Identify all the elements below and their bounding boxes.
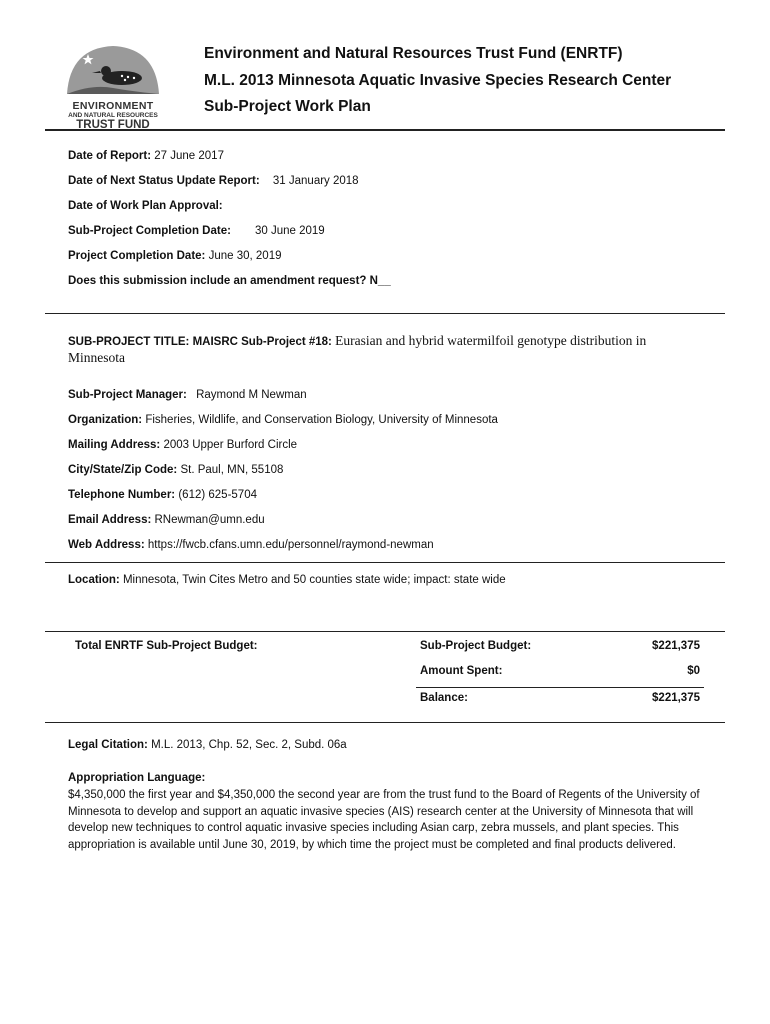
email-row (68, 512, 265, 528)
date-of-report-label: Date of Report: (68, 150, 152, 162)
project-completion-row (68, 248, 282, 264)
mailing-value: 2003 Upper Burford Circle (163, 439, 298, 451)
mailing-row (68, 437, 297, 453)
web-row (68, 537, 434, 553)
logo-line3: TRUST FUND (76, 119, 150, 131)
web-label: Web Address: (68, 539, 145, 551)
next-update-row (68, 173, 359, 189)
section-divider-1 (45, 313, 725, 314)
email-label: Email Address: (68, 514, 152, 526)
subproject-title-text-2: Minnesota (68, 350, 125, 365)
header-title-1: Environment and Natural Resources Trust Fund (ENRTF) (204, 45, 623, 62)
header-divider (45, 129, 725, 131)
header-title-3: Sub-Project Work Plan (204, 98, 371, 115)
city-row (68, 462, 283, 478)
amount-spent-value: $0 (687, 665, 700, 677)
next-update-value: 31 January 2018 (272, 175, 359, 187)
balance-value: $221,375 (652, 692, 700, 704)
amendment-question: Does this submission include an amendment request? N__ (68, 275, 391, 287)
next-update-label: Date of Next Status Update Report: (68, 175, 260, 187)
section-divider-4 (45, 722, 725, 723)
manager-label: Sub-Project Manager: (68, 389, 187, 401)
date-of-report-row (68, 148, 224, 164)
organization-value: Fisheries, Wildlife, and Conservation Biology, University of Minnesota (145, 414, 498, 426)
logo-line2: AND NATURAL RESOURCES (68, 112, 158, 119)
sub-budget-label: Sub-Project Budget: (420, 640, 532, 652)
mailing-label: Mailing Address: (68, 439, 161, 451)
sub-completion-value: 30 June 2019 (255, 225, 325, 237)
approval-label: Date of Work Plan Approval: (68, 200, 223, 212)
loon-emblem-icon (62, 44, 164, 96)
location-label: Location: (68, 574, 120, 586)
location-value: Minnesota, Twin Cites Metro and 50 counties state wide; impact: state wide (122, 574, 506, 586)
date-of-report-value: 27 June 2017 (154, 150, 224, 162)
header-title-2: M.L. 2013 Minnesota Aquatic Invasive Species Research Center (204, 72, 672, 89)
legal-citation-value: M.L. 2013, Chp. 52, Sec. 2, Subd. 06a (151, 739, 347, 751)
approval-row (68, 198, 223, 214)
project-completion-value: June 30, 2019 (208, 250, 282, 262)
city-value: St. Paul, MN, 55108 (180, 464, 284, 476)
legal-citation-label: Legal Citation: (68, 739, 148, 751)
section-divider-3 (45, 631, 725, 632)
subproject-title-text: Eurasian and hybrid watermilfoil genotype distribution in (335, 333, 647, 348)
project-completion-label: Project Completion Date: (68, 250, 206, 262)
subproject-title-label: SUB-PROJECT TITLE: MAISRC Sub-Project #18: (68, 336, 332, 348)
phone-value: (612) 625-5704 (178, 489, 257, 501)
subproject-title-row (68, 333, 646, 350)
location-row (68, 572, 506, 588)
total-budget-label: Total ENRTF Sub-Project Budget: (75, 640, 258, 652)
sub-budget-value: $221,375 (652, 640, 700, 652)
amount-spent-label: Amount Spent: (420, 665, 503, 677)
budget-sum-divider (416, 687, 704, 688)
appropriation-label: Appropriation Language: (68, 772, 206, 784)
enrtf-logo (62, 44, 164, 131)
phone-row (68, 487, 257, 503)
manager-row (68, 387, 307, 403)
appropriation-text: $4,350,000 the first year and $4,350,000 the second year are from the trust fund to the Board of Regents of the University of Minnesota to develop and support an aquatic invasive species (AIS) research center at the University of Minnesota that will develop new techniques to control aquatic invasive species including Asian carp, zebra mussels, and plant species. This appropriation is available until June 30, 2019, by which time the project must be completed and final products delivered. (68, 789, 700, 851)
balance-label: Balance: (420, 692, 468, 704)
sub-completion-label: Sub-Project Completion Date: (68, 225, 231, 237)
email-value[interactable]: RNewman@umn.edu (154, 514, 265, 526)
section-divider-2 (45, 562, 725, 563)
organization-row (68, 412, 498, 428)
legal-citation-row (68, 737, 347, 753)
organization-label: Organization: (68, 414, 143, 426)
manager-value: Raymond M Newman (196, 389, 307, 401)
sub-completion-row (68, 223, 325, 239)
city-label: City/State/Zip Code: (68, 464, 178, 476)
phone-label: Telephone Number: (68, 489, 176, 501)
logo-line1: ENVIRONMENT (72, 100, 154, 112)
web-link[interactable]: https://fwcb.cfans.umn.edu/personnel/raymond-newman (147, 539, 434, 551)
